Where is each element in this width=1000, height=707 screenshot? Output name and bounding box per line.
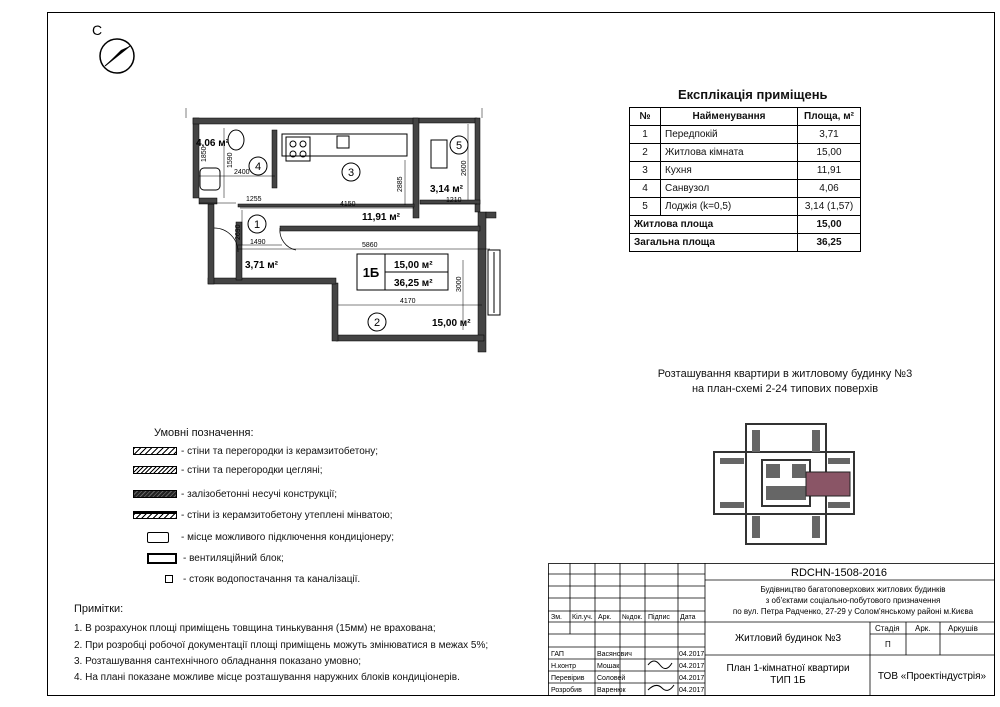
building-schematic <box>700 410 865 550</box>
dim-5860: 5860 <box>362 242 378 249</box>
building-name: Житловий будинок №3 <box>734 633 842 644</box>
svg-text:04.2017: 04.2017 <box>679 687 705 694</box>
north-symbol: C <box>92 22 103 38</box>
table-row: 2 Житлова кімната 15,00 <box>630 144 861 162</box>
title-block <box>548 563 995 696</box>
svg-text:Кіл.уч.: Кіл.уч. <box>572 614 593 621</box>
svg-text:Розробив: Розробив <box>551 687 582 694</box>
apartment-total-area: 36,25 м² <box>394 278 433 289</box>
svg-text:Арк.: Арк. <box>598 614 612 621</box>
dim-1590: 1590 <box>227 152 234 168</box>
col-name-header: Найменування <box>661 108 798 126</box>
ac-connection-icon <box>147 532 169 543</box>
total-area-row: Загальна площа 36,25 <box>630 234 861 252</box>
room-2-area: 15,00 м² <box>432 318 471 329</box>
explication-title: Експлікація приміщень <box>678 87 828 102</box>
dim-1255: 1255 <box>246 196 262 203</box>
table-row: 5 Лоджія (k=0,5) 3,14 (1,57) <box>630 198 861 216</box>
living-area-row: Житлова площа 15,00 <box>630 216 861 234</box>
dim-4170: 4170 <box>400 298 416 305</box>
legend-item: - вентиляційний блок; <box>147 551 284 565</box>
legend-item: - стіни та перегородки цегляні; <box>133 463 323 477</box>
location-caption: Розташування квартири в житловому будинку №3 на план-схемі 2-24 типових поверхів <box>657 368 913 395</box>
col-area-header: Площа, м² <box>798 108 861 126</box>
doc-code: RDCHN-1508-2016 <box>791 567 887 579</box>
svg-text:ТИП 1Б: ТИП 1Б <box>770 675 806 686</box>
ventilation-block-icon <box>147 553 177 564</box>
svg-text:Варенюк: Варенюк <box>597 687 626 694</box>
apartment-highlight <box>806 472 850 496</box>
company-name: ТОВ «Проектіндустрія» <box>877 671 987 682</box>
svg-text:Соловей: Соловей <box>597 675 626 682</box>
svg-text:План 1-кімнатної квартири: План 1-кімнатної квартири <box>726 663 850 674</box>
svg-text:04.2017: 04.2017 <box>679 663 705 670</box>
svg-text:ГАП: ГАП <box>551 651 564 658</box>
col-num-header: № <box>630 108 661 126</box>
dim-2400: 2400 <box>234 169 250 176</box>
expanded-clay-wall-swatch <box>133 447 177 455</box>
svg-text:Мошак: Мошак <box>597 663 620 670</box>
dim-2600: 2600 <box>461 160 468 176</box>
svg-text:по вул. Петра Радченко, 27-29: по вул. Петра Радченко, 27-29 у Солом'янському районі м.Києва <box>732 607 974 616</box>
concrete-wall-swatch <box>133 490 177 498</box>
ac-unit-icon <box>431 140 447 168</box>
table-row: 3 Кухня 11,91 <box>630 162 861 180</box>
svg-text:Арк.: Арк. <box>915 624 931 633</box>
legend-title: Умовні позначення: <box>154 427 254 439</box>
svg-text:Аркушів: Аркушів <box>948 624 978 633</box>
room-5-area: 3,14 м² <box>430 184 463 195</box>
signature-mark <box>648 685 674 690</box>
svg-text:Дата: Дата <box>680 614 696 621</box>
north-arrow-icon <box>100 39 134 73</box>
sink-icon <box>337 136 349 148</box>
note-item: 2. При розробці робочої документації площі приміщень можуть змінюватися в межах 5%; <box>74 640 489 651</box>
room-4-num: 4 <box>254 161 262 173</box>
apartment-type: 1Б <box>362 265 380 280</box>
room-1-area: 3,71 м² <box>245 260 278 271</box>
brick-wall-swatch <box>133 466 177 474</box>
signatures <box>551 651 704 694</box>
svg-text:Васянович: Васянович <box>597 651 632 658</box>
room-2-num: 2 <box>373 317 381 329</box>
note-item: 1. В розрахунок площі приміщень товщина тинькування (15мм) не врахована; <box>74 623 436 634</box>
svg-text:Н.контр: Н.контр <box>551 663 576 670</box>
room-4-area: 4,06 м² <box>196 138 229 149</box>
legend-item: - стіни із керамзитобетону утеплені мінватою; <box>133 508 393 522</box>
svg-text:04.2017: 04.2017 <box>679 651 705 658</box>
room-3-num: 3 <box>347 167 355 179</box>
apartment-living-area: 15,00 м² <box>394 260 433 271</box>
signature-mark <box>648 661 672 669</box>
room-5-num: 5 <box>455 140 463 152</box>
dim-1490: 1490 <box>250 239 266 246</box>
svg-text:Зм.: Зм. <box>551 614 562 621</box>
svg-text:П: П <box>885 640 891 649</box>
insulated-wall-swatch <box>133 511 177 519</box>
room-1-num: 1 <box>253 219 261 231</box>
explication-table <box>629 107 861 252</box>
legend-item: - місце можливого підключення кондиціонеру; <box>147 530 394 544</box>
dim-2690: 2690 <box>235 224 242 240</box>
svg-text:Стадія: Стадія <box>875 624 900 633</box>
svg-text:Будівництво багатоповерхових ж: Будівництво багатоповерхових житлових будинків <box>760 585 946 594</box>
svg-text:04.2017: 04.2017 <box>679 675 705 682</box>
dim-1210: 1210 <box>446 197 462 204</box>
stove-icon <box>286 137 310 161</box>
svg-text:з об'єктами соціально-побутово: з об'єктами соціально-побутового призначення <box>765 596 941 605</box>
room-3-area: 11,91 м² <box>362 212 400 223</box>
washbasin-icon <box>228 130 244 150</box>
notes-title: Примітки: <box>74 603 124 615</box>
note-item: 4. На плані показане можливе місце розташування наружних блоків кондиціонерів. <box>74 672 460 683</box>
water-riser-icon <box>165 575 173 583</box>
note-item: 3. Розташування сантехнічного обладнання показано умовно; <box>74 656 362 667</box>
dim-1850: 1850 <box>201 146 208 162</box>
svg-text:Перевірив: Перевірив <box>551 675 585 682</box>
dim-3000: 3000 <box>456 276 463 292</box>
legend-item: - стояк водопостачання та каналізації. <box>165 572 360 586</box>
legend-item: - стіни та перегородки із керамзитобетону; <box>133 444 378 458</box>
dim-4150: 4150 <box>340 201 356 208</box>
bathtub-icon <box>200 168 220 190</box>
table-row: 1 Передпокій 3,71 <box>630 126 861 144</box>
svg-text:№док.: №док. <box>622 614 643 621</box>
svg-text:Підпис: Підпис <box>648 614 670 621</box>
dim-2885: 2885 <box>397 176 404 192</box>
table-row: 4 Санвузол 4,06 <box>630 180 861 198</box>
legend-item: - залізобетонні несучі конструкції; <box>133 487 337 501</box>
